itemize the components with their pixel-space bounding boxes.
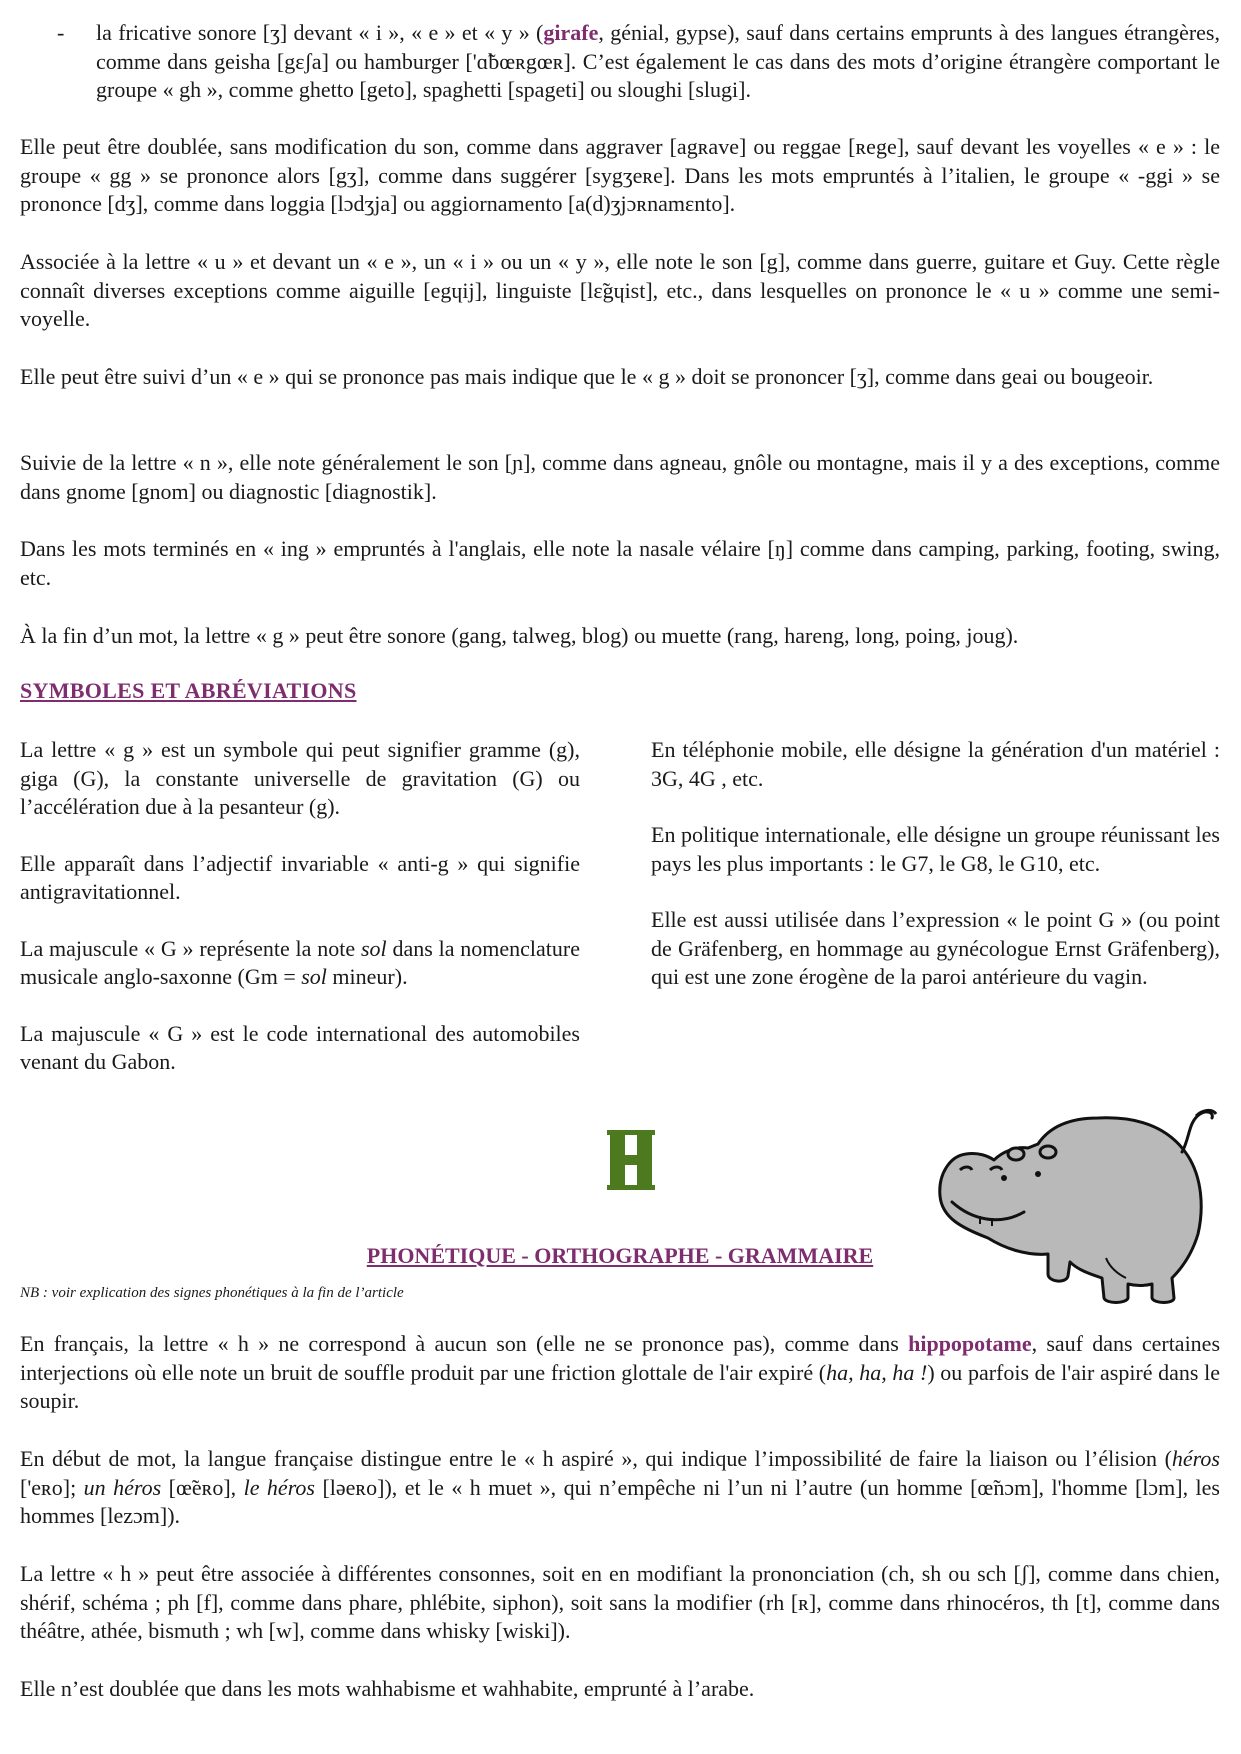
keyword-hippopotame: hippopotame [908, 1331, 1032, 1356]
text-run: [œ̃eʀo], [161, 1474, 244, 1500]
right-paragraph-2: En politique internationale, elle désigne un groupe réunissant les pays les plus importants : le G7, le G8, le G10, etc. [651, 822, 1220, 876]
paragraph-u: Associée à la lettre « u » et devant un « e », un « i » ou un « y », elle note le son [g], comme dans guerre, guitare et Guy. Cette règle connaît diverses exceptions comme aiguille [egɥij], linguiste [lɛ̃gɥist], etc., dans lesquelles on prononce le « u » comme une semi-voyelle. [20, 249, 1220, 331]
paragraph-ing: Dans les mots terminés en « ing » empruntés à l'anglais, elle note la nasale vélaire [ŋ] comme dans camping, parking, footing, swing, etc. [20, 536, 1220, 590]
left-paragraph-3 [20, 935, 580, 992]
right-column [651, 736, 1220, 1020]
text-run: En français, la lettre « h » ne correspond à aucun son (elle ne se prononce pas), comme dans [20, 1331, 909, 1356]
nb-note: NB : voir explication des signes phonétiques à la fin de l’article [20, 1285, 404, 1301]
text-run: [ləeʀo]), et le « h muet », qui n’empêche ni l’un ni l’autre (un homme [œ̃nɔm], l'homme [lɔm], les hommes [lezɔm]). [20, 1474, 1220, 1528]
bullet-item [20, 19, 1220, 105]
paragraph-h-consonnes: La lettre « h » peut être associée à différentes consonnes, soit en en modifiant la prononciation (ch, sh ou sch [ʃ], comme dans chien, shérif, schéma ; ph [f], comme dans phare, phlébite, siphon), soit sans la modifier (rh [ʀ], comme dans rhinocéros, th [t], comme dans théâtre, athée, bismuth ; wh [w], comme dans whisky [wiski]). [20, 1561, 1220, 1643]
text-run: ['eʀo]; [20, 1474, 84, 1500]
bullet-paragraph [96, 19, 1220, 105]
left-paragraph-1: La lettre « g » est un symbole qui peut signifier gramme (g), giga (G), la constante universelle de gravitation (G) ou l’accélération due à la pesanteur (g). [20, 737, 580, 819]
left-paragraph-4: La majuscule « G » est le code international des automobiles venant du Gabon. [20, 1020, 580, 1074]
italic-run: le héros [243, 1474, 315, 1500]
paragraph-fin-mot: À la fin d’un mot, la lettre « g » peut être sonore (gang, talweg, blog) ou muette (rang, hareng, long, poing, joug). [20, 623, 1019, 648]
italic-run: sol [360, 935, 387, 961]
paragraph-gn: Suivie de la lettre « n », elle note généralement le son [ɲ], comme dans agneau, gnôle ou montagne, mais il y a des exceptions, comme dans gnome [gnom] ou diagnostic [diagnostik]. [20, 450, 1220, 504]
paragraph-doublement: Elle peut être doublée, sans modification du son, comme dans aggraver [agʀave] ou reggae [ʀege], sauf devant les voyelles « e » : le groupe « gg » se prononce alors [gʒ], comme dans suggérer [sygʒeʀe]. Dans les mots empruntés à l’italien, le groupe « -ggi » se prononce [dʒ], comme dans loggia [lɔdʒja] ou aggiornamento [a(d)ʒjɔʀnamɛnto]. [20, 134, 1220, 216]
paragraph-e-muet: Elle peut être suivi d’un « e » qui se prononce pas mais indique que le « g » doit se prononcer [ʒ], comme dans geai ou bougeoir. [20, 364, 1154, 389]
section-heading-phonetique: PHONÉTIQUE - ORTHOGRAPHE - GRAMMAIRE [366, 1243, 874, 1268]
bullet-dash: - [57, 20, 65, 45]
keyword-girafe: girafe [543, 20, 599, 45]
paragraph-h-son [20, 1330, 1220, 1416]
text-run: La majuscule « G » représente la note [20, 935, 361, 961]
text-run: la fricative sonore [ʒ] devant « i », « e » et « y » ( [96, 20, 544, 45]
text-run: , sauf dans certaines interjections où elle note un bruit de souffle produit par une friction glottale de l'air expiré ( [20, 1331, 1221, 1385]
text-run: dans la nomenclature musicale anglo-saxonne (Gm = [20, 935, 580, 989]
section-heading-symboles: SYMBOLES ET ABRÉVIATIONS [20, 678, 357, 703]
left-column [20, 736, 580, 1105]
text-run: mineur). [326, 964, 408, 989]
text-run: ) ou parfois de l'air aspiré dans le soupir. [20, 1359, 1221, 1413]
italic-run: ha, ha, ha ! [826, 1359, 928, 1385]
paragraph-h-aspire [20, 1445, 1220, 1531]
hippo-icon [920, 1108, 1240, 1308]
right-paragraph-3: Elle est aussi utilisée dans l’expression « le point G » (ou point de Gräfenberg, en hommage au gynécologue Ernst Gräfenberg), qui est une zone érogène de la paroi antérieure du vagin. [651, 907, 1220, 989]
letter-h-icon [607, 1130, 655, 1190]
italic-run: sol [301, 964, 327, 989]
right-paragraph-1: En téléphonie mobile, elle désigne la génération d'un matériel : 3G, 4G , etc. [651, 737, 1220, 791]
italic-run: héros [1171, 1446, 1220, 1471]
left-paragraph-2: Elle apparaît dans l’adjectif invariable « anti-g » qui signifie antigravitationnel. [20, 850, 580, 904]
paragraph-h-double: Elle n’est doublée que dans les mots wahhabisme et wahhabite, emprunté à l’arabe. [20, 1676, 755, 1701]
italic-run: un héros [83, 1474, 162, 1500]
text-run: En début de mot, la langue française distingue entre le « h aspiré », qui indique l’impossibilité de faire la liaison ou l’élision ( [20, 1446, 1172, 1471]
text-run: , génial, gypse), sauf dans certains emprunts à des langues étrangères, comme dans geisha [gɛʃa] ou hamburger ['ɑ̃bœʀgœʀ]. C’est également le cas dans des mots d’origine étrangère comportant le groupe « gh », comme ghetto [geto], spaghetti [spageti] ou sloughi [slugi]. [96, 20, 1220, 102]
